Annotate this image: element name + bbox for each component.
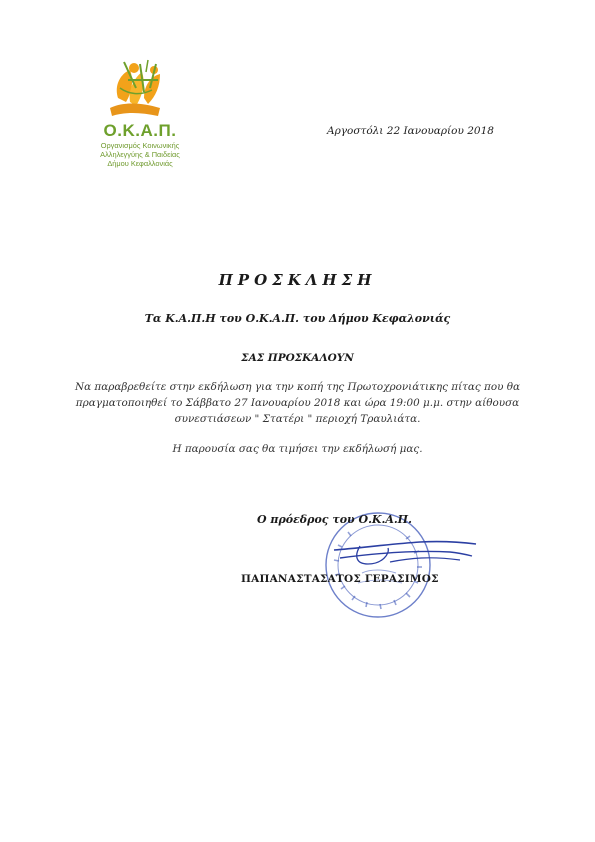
body-text-line: πραγματοποιηθεί το Σάββατο 27 Ιανουαρίου 2018 και ώρα 19:00 μ.μ. στην αίθουσα: [75, 397, 520, 409]
invite-heading: ΣΑΣ ΠΡΟΣΚΑΛΟΥΝ: [241, 352, 354, 364]
document-subtitle: Τα Κ.Α.Π.Η του Ο.Κ.Α.Π. του Δήμου Κεφαλονιάς: [144, 312, 451, 325]
document-title: ΠΡΟΣΚΛΗΣΗ: [218, 271, 377, 289]
signer-name: ΠΑΠΑΝΑΣΤΑΣΑΤΟΣ ΓΕΡΑΣΙΜΟΣ: [241, 573, 439, 585]
okap-logo: [92, 58, 188, 176]
logo-subtitle-line: Αλληλεγγύης & Παιδείας: [100, 150, 180, 159]
logo-subtitle-line: Οργανισμός Κοινωνικής: [100, 141, 180, 150]
signer-title: Ο πρόεδρος του Ο.Κ.Α.Π.: [257, 513, 412, 526]
closing-line: Η παρουσία σας θα τιμήσει την εκδήλωσή μας.: [172, 443, 423, 455]
date-line: Αργοστόλι 22 Ιανουαρίου 2018: [327, 125, 494, 137]
body-text-line: συνεστιάσεων " Στατέρι " περιοχή Τραυλιάτα.: [174, 413, 421, 425]
signature-icon: [330, 528, 480, 578]
body-text-line: Να παραβρεθείτε στην εκδήλωση για την κοπή της Πρωτοχρονιάτικης πίτας που θα: [74, 381, 521, 393]
logo-subtitle-line: Δήμου Κεφαλλονιάς: [107, 159, 173, 168]
logo-figures-icon: [100, 58, 180, 122]
logo-name: Ο.Κ.Α.Π.: [103, 121, 177, 140]
